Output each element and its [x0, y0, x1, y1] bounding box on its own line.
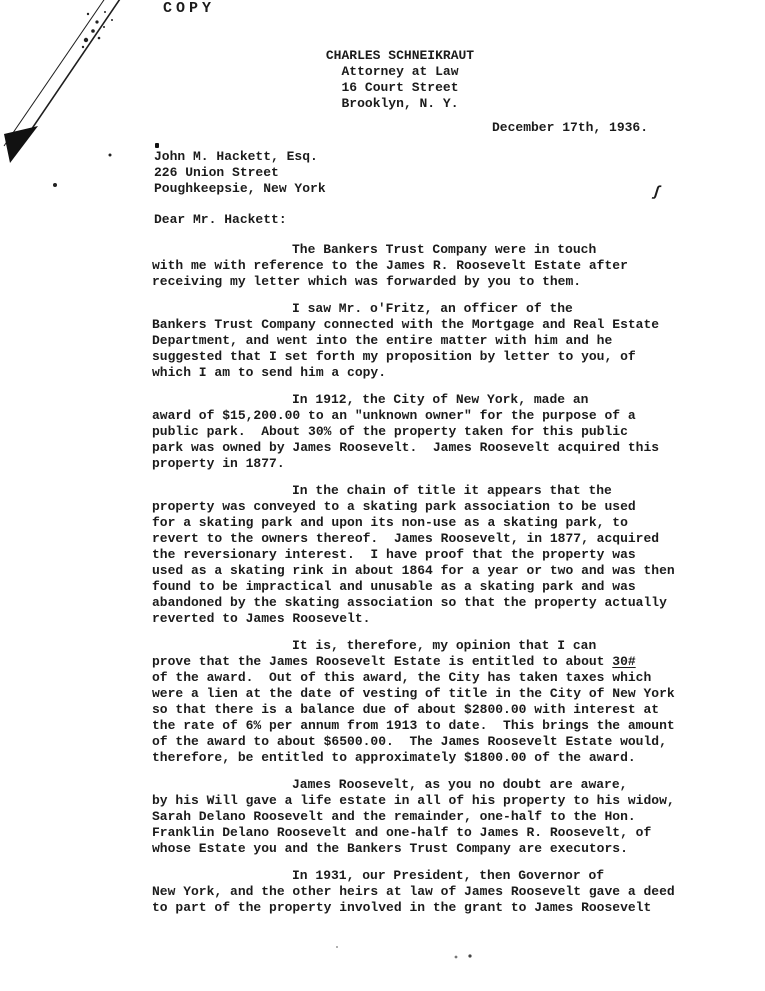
body-line: used as a skating rink in about 1864 for a year or two and was then: [152, 563, 675, 578]
body-line: of the award to about $6500.00. The James Roosevelt Estate would,: [152, 734, 667, 749]
recipient-address: [154, 149, 326, 197]
ink-dot-mark: [155, 143, 159, 148]
body-line: were a lien at the date of vesting of title in the City of New York: [152, 686, 675, 701]
paragraph: [152, 483, 675, 627]
letterhead-city: Brooklyn, N. Y.: [341, 96, 459, 111]
recipient-name: John M. Hackett, Esq.: [154, 149, 318, 164]
body-line: prove that the James Roosevelt Estate is entitled to about 30#: [152, 654, 636, 669]
body-line: property was conveyed to a skating park association to be used: [152, 499, 636, 514]
recipient-street: 226 Union Street: [154, 165, 279, 180]
body-line: found to be impractical and unusable as a skating park and was: [152, 579, 636, 594]
letter-body: [152, 242, 675, 927]
body-line: so that there is a balance due of about $2800.00 with interest at: [152, 702, 660, 717]
body-line: award of $15,200.00 to an "unknown owner" for the purpose of a: [152, 408, 636, 423]
body-line: In 1931, our President, then Governor of: [292, 868, 605, 883]
body-line: I saw Mr. o'Fritz, an officer of the: [292, 301, 573, 316]
body-line: the rate of 6% per annum from 1913 to date. This brings the amount: [152, 718, 675, 733]
letterhead-street: 16 Court Street: [341, 80, 459, 95]
letterhead: [250, 48, 550, 112]
body-line: the reversionary interest. I have proof that the property was: [152, 547, 636, 562]
body-line: Franklin Delano Roosevelt and one-half to James R. Roosevelt, of: [152, 825, 652, 840]
paragraph: [152, 242, 675, 290]
body-line: of the award. Out of this award, the City has taken taxes which: [152, 670, 652, 685]
body-line: Bankers Trust Company connected with the Mortgage and Real Estate: [152, 317, 660, 332]
paragraph: [152, 301, 675, 381]
body-line: with me with reference to the James R. Roosevelt Estate after: [152, 258, 628, 273]
copy-stamp: COPY: [163, 0, 216, 17]
body-line: In 1912, the City of New York, made an: [292, 392, 589, 407]
underlined-text: 30#: [612, 654, 636, 669]
body-line: James Roosevelt, as you no doubt are aware,: [292, 777, 628, 792]
body-line: The Bankers Trust Company were in touch: [292, 242, 597, 257]
body-line: Sarah Delano Roosevelt and the remainder, one-half to the Hon.: [152, 809, 636, 824]
body-line: therefore, be entitled to approximately $1800.00 of the award.: [152, 750, 636, 765]
body-line: In the chain of title it appears that the: [292, 483, 612, 498]
letter-date: December 17th, 1936.: [492, 120, 649, 135]
scan-specks: [0, 931, 765, 991]
pencil-arrow-mark: [0, 0, 150, 250]
letterhead-title: Attorney at Law: [341, 64, 459, 79]
body-line: revert to the owners thereof. James Roosevelt, in 1877, acquired: [152, 531, 660, 546]
paragraph: [152, 638, 675, 766]
body-line: abandoned by the skating association so that the property actually: [152, 595, 667, 610]
body-line: Department, and went into the entire matter with him and he: [152, 333, 613, 348]
body-line: suggested that I set forth my proposition by letter to you, of: [152, 349, 636, 364]
body-line: public park. About 30% of the property taken for this public: [152, 424, 628, 439]
body-line: whose Estate you and the Bankers Trust Company are executors.: [152, 841, 628, 856]
paragraph: [152, 777, 675, 857]
body-line: for a skating park and upon its non-use as a skating park, to: [152, 515, 628, 530]
recipient-city: Poughkeepsie, New York: [154, 181, 326, 196]
body-line: property in 1877.: [152, 456, 285, 471]
body-line: It is, therefore, my opinion that I can: [292, 638, 597, 653]
body-line: by his Will gave a life estate in all of his property to his widow,: [152, 793, 675, 808]
body-line: reverted to James Roosevelt.: [152, 611, 371, 626]
letterhead-name: CHARLES SCHNEIKRAUT: [325, 48, 475, 63]
body-line: New York, and the other heirs at law of James Roosevelt gave a deed: [152, 884, 675, 899]
body-line: which I am to send him a copy.: [152, 365, 387, 380]
stray-ink-mark: ʃ: [651, 183, 662, 202]
body-line: to part of the property involved in the grant to James Roosevelt: [152, 900, 652, 915]
body-line: park was owned by James Roosevelt. James Roosevelt acquired this: [152, 440, 660, 455]
paragraph: [152, 868, 675, 916]
salutation: Dear Mr. Hackett:: [154, 212, 287, 227]
paragraph: [152, 392, 675, 472]
body-line: receiving my letter which was forwarded by you to them.: [152, 274, 582, 289]
